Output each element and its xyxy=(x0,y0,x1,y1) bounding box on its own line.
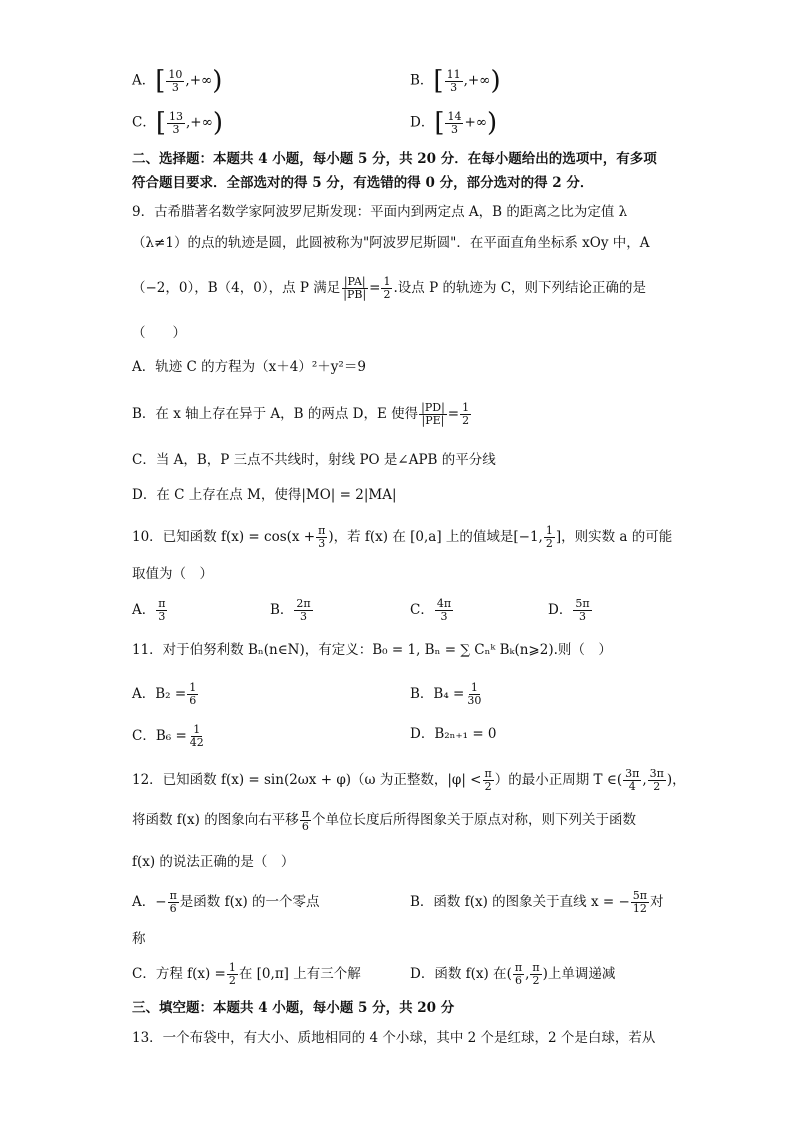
q8-option-b: B．[ $\frac{11}{3}$ ,+∞) xyxy=(410,66,501,96)
q9-line2: （λ≠1）的点的轨迹是圆，此圆被称为"阿波罗尼斯圆"．在平面直角坐标系 xOy 中，A xyxy=(132,235,650,251)
q9-option-a: A．轨迹 C 的方程为（x＋4）²＋y²＝9 xyxy=(132,359,366,375)
q12-option-b-wrap: 称 xyxy=(132,931,146,947)
q8-option-d: D．[ $\frac{14}{3}$ +∞) xyxy=(410,108,498,138)
q9-line3: （−2，0），B（4，0），点 P 满足 $\frac{|PA|}{|PB|}$ = $\frac{1}{2}$ .设点 P 的轨迹为 C，则下列结论正确的是 xyxy=(132,275,647,301)
q13-line1: 13．一个布袋中，有大小、质地相同的 4 个小球，其中 2 个是红球，2 个是白球，若从 xyxy=(132,1030,656,1046)
q9-option-d: D．在 C 上存在点 M，使得|MO| = 2|MA| xyxy=(132,487,397,503)
q10-option-c: C． $\frac{4\pi}{3}$ xyxy=(410,597,452,623)
q8-option-a: A．[ $\frac{10}{3}$ ,+∞) xyxy=(132,66,223,96)
q12-line2: 将函数 f(x) 的图象向右平移 $\frac{\pi}{6}$ 个单位长度后所得图象关于原点对称，则下列关于函数 xyxy=(132,807,636,833)
q10-option-a: A． $\frac{\pi}{3}$ xyxy=(132,597,166,623)
q10-line2: 取值为（ ） xyxy=(132,566,213,582)
q9-line1: 9．古希腊著名数学家阿波罗尼斯发现：平面内到两定点 A，B 的距离之比为定值 λ xyxy=(132,204,628,220)
q10-option-b: B． $\frac{2\pi}{3}$ xyxy=(270,597,311,623)
section2-line2: 符合题目要求．全部选对的得 5 分，有选错的得 0 分，部分选对的得 2 分． xyxy=(132,175,594,191)
q11-option-c: C．B₆ = $\frac{1}{42}$ xyxy=(132,723,204,749)
q9-option-c: C．当 A，B，P 三点不共线时，射线 PO 是∠APB 的平分线 xyxy=(132,452,496,468)
q12-line1: 12．已知函数 f(x) = sin(2ωx + φ)（ω 为正整数，|φ| < $\frac{\pi}{2}$ ）的最小正周期 T ∈( $\frac{3\pi}{4}$ , $\frac{3\pi}{2}$ )， xyxy=(132,767,686,793)
q9-option-b: B．在 x 轴上存在异于 A，B 的两点 D，E 使得 $\frac{|PD|}{|PE|}$ = $\frac{1}{2}$ xyxy=(132,401,470,427)
q11-line1: 11．对于伯努利数 Bₙ(n∈N)，有定义：B₀ = 1, Bₙ = ∑ Cₙᵏ Bₖ(n⩾2).则（ ） xyxy=(132,642,612,658)
q11-option-a: A．B₂ = $\frac{1}{6}$ xyxy=(132,681,197,707)
q9-answer-paren: （ ） xyxy=(132,325,186,341)
q12-option-c: C．方程 f(x) = $\frac{1}{2}$ 在 [0,π] 上有三个解 xyxy=(132,961,361,987)
q10-option-d: D． $\frac{5\pi}{3}$ xyxy=(548,597,590,623)
q10-line1: 10．已知函数 f(x) = cos(x + $\frac{\pi}{3}$ )，若 f(x) 在 [0,a] 上的值域是[−1, $\frac{1}{2}$ ]，则实数 a 的可能 xyxy=(132,524,673,550)
q11-option-b: B．B₄ = $\frac{1}{30}$ xyxy=(410,681,482,707)
q8-option-c: C．[ $\frac{13}{3}$ ,+∞) xyxy=(132,108,224,138)
q12-option-b: B．函数 f(x) 的图象关于直线 x = − $\frac{5\pi}{12}$ 对 xyxy=(410,889,664,915)
q11-option-d: D．B₂ₙ₊₁ = 0 xyxy=(410,726,497,742)
q12-option-a: A．− $\frac{\pi}{6}$ 是函数 f(x) 的一个零点 xyxy=(132,889,320,915)
q12-option-d: D．函数 f(x) 在( $\frac{\pi}{6}$ , $\frac{\pi}{2}$ )上单调递减 xyxy=(410,961,616,987)
section3-header: 三、填空题：本题共 4 小题，每小题 5 分，共 20 分 xyxy=(132,1000,455,1016)
section2-line1: 二、选择题：本题共 4 小题，每小题 5 分，共 20 分．在每小题给出的选项中，有多项 xyxy=(132,151,657,167)
q12-line3: f(x) 的说法正确的是（ ） xyxy=(132,854,295,870)
